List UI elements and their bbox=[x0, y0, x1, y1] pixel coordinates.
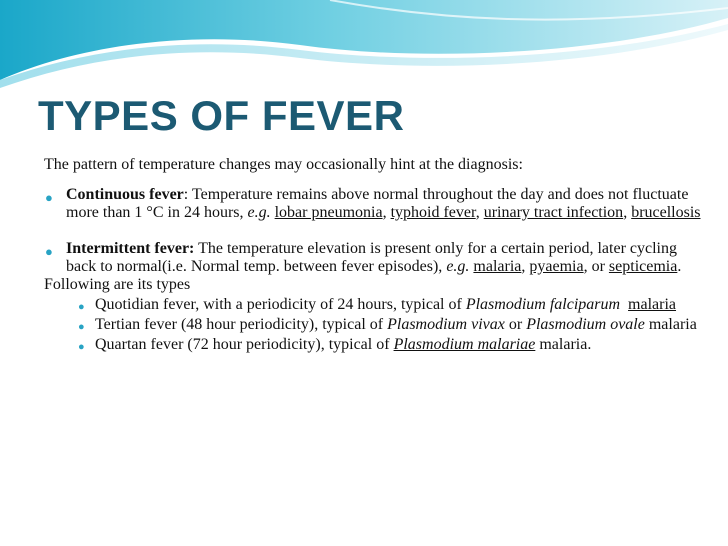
tertian-text: Tertian fever (48 hour periodicity), typical of bbox=[95, 316, 388, 333]
link-malaria-quotidian[interactable]: malaria bbox=[628, 296, 677, 313]
continuous-fever-term: Continuous fever bbox=[66, 186, 184, 203]
intermittent-fever-text: The temperature elevation is present only for a certain period, later cycling back to normal(i.e. Normal temp. between fever episodes), bbox=[66, 240, 677, 275]
link-plasmodium-malariae[interactable]: Plasmodium malariae bbox=[393, 336, 536, 353]
link-typhoid-fever[interactable]: typhoid fever bbox=[390, 204, 476, 221]
link-septicemia[interactable]: septicemia bbox=[608, 258, 678, 275]
link-malaria[interactable]: malaria bbox=[473, 258, 522, 275]
bullet-icon: ● bbox=[45, 244, 53, 259]
subbullet-quartan bbox=[44, 336, 704, 354]
separator bbox=[620, 296, 628, 313]
subbullet-quotidian bbox=[44, 296, 704, 314]
quartan-end: malaria. bbox=[535, 336, 592, 353]
intermittent-eg: e.g. bbox=[446, 258, 470, 275]
period: . bbox=[677, 258, 682, 275]
bullet-icon: ● bbox=[78, 301, 85, 313]
link-brucellosis[interactable]: brucellosis bbox=[631, 204, 701, 221]
tertian-end: malaria bbox=[644, 316, 697, 333]
tertian-species-vivax: Plasmodium vivax bbox=[387, 316, 505, 333]
separator: , or bbox=[583, 258, 609, 275]
separator: , bbox=[475, 204, 484, 221]
bullet-icon: ● bbox=[78, 321, 85, 333]
separator: , bbox=[382, 204, 391, 221]
bullet-continuous-fever bbox=[44, 186, 704, 222]
continuous-fever-text: : Temperature remains above normal throughout the day and does not fluctuate more than 1 °C in 24 hours, bbox=[66, 186, 689, 221]
intermittent-fever-term: Intermittent fever: bbox=[66, 240, 195, 257]
header-wave-decoration bbox=[0, 0, 728, 90]
bullet-icon: ● bbox=[45, 190, 53, 205]
subbullet-tertian bbox=[44, 316, 704, 334]
tertian-or: or bbox=[504, 316, 527, 333]
quotidian-species: Plasmodium falciparum bbox=[465, 296, 621, 313]
following-types-text: Following are its types bbox=[44, 276, 191, 293]
separator: , bbox=[623, 204, 632, 221]
bullet-icon: ● bbox=[78, 341, 85, 353]
quotidian-text: Quotidian fever, with a periodicity of 24 hours, typical of bbox=[95, 296, 466, 313]
tertian-species-ovale: Plasmodium ovale bbox=[526, 316, 645, 333]
link-pyaemia[interactable]: pyaemia bbox=[529, 258, 584, 275]
slide-title: TYPES OF FEVER bbox=[38, 92, 405, 139]
continuous-eg: e.g. bbox=[247, 204, 271, 221]
intro-text: The pattern of temperature changes may occasionally hint at the diagnosis: bbox=[44, 156, 523, 173]
separator: , bbox=[521, 258, 530, 275]
slide-body bbox=[44, 156, 704, 354]
link-urinary-tract-infection[interactable]: urinary tract infection bbox=[483, 204, 624, 221]
quartan-text: Quartan fever (72 hour periodicity), typical of bbox=[95, 336, 394, 353]
bullet-intermittent-fever bbox=[44, 240, 704, 276]
link-lobar-pneumonia[interactable]: lobar pneumonia bbox=[274, 204, 383, 221]
